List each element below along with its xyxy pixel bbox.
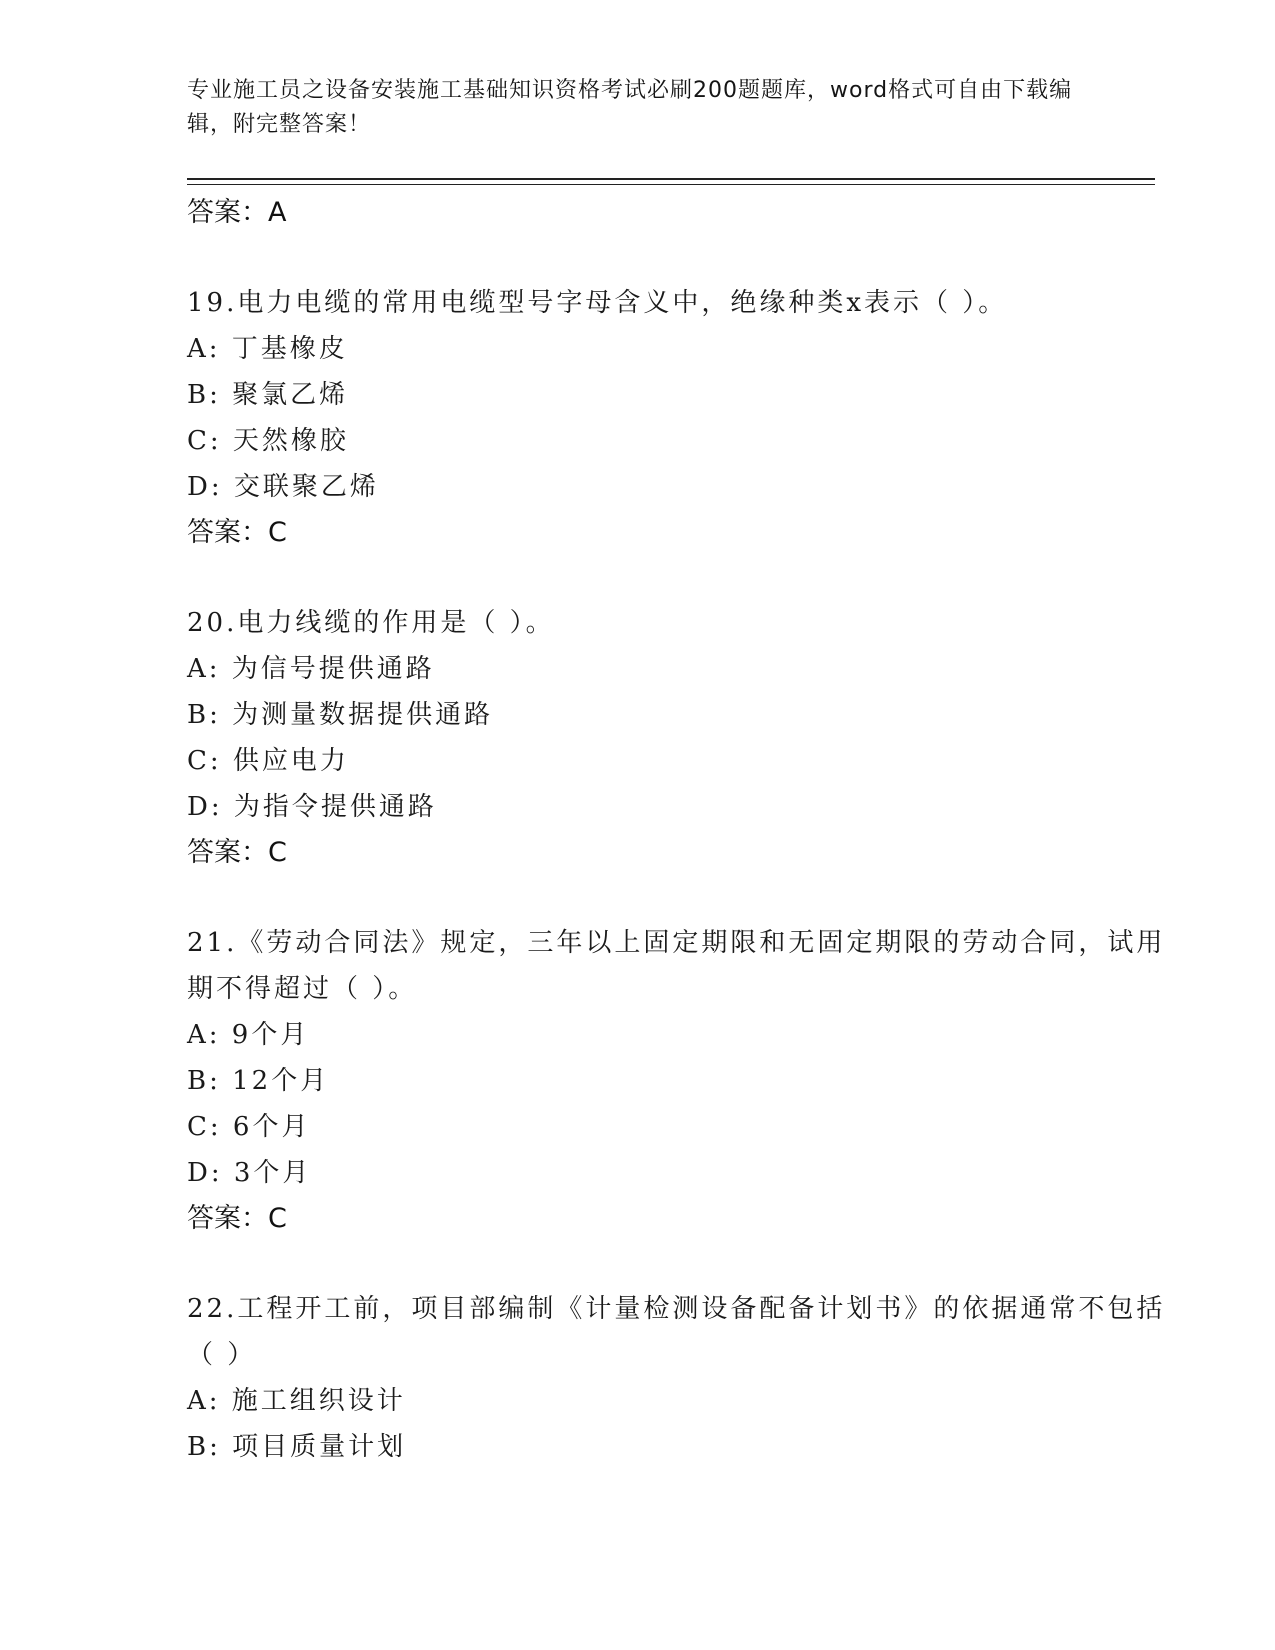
- option-b: B: 项目质量计划: [187, 1432, 407, 1462]
- question-text: 22.工程开工前，项目部编制《计量检测设备配备计划书》的依据通常不包括（ ）: [187, 1294, 1166, 1370]
- question-text: 19.电力电缆的常用电缆型号字母含义中，绝缘种类x表示（ ）。: [187, 288, 1008, 318]
- option-b: B: 12个月: [187, 1066, 330, 1096]
- option-b: B: 聚氯乙烯: [187, 380, 349, 410]
- header-divider: [187, 178, 1155, 180]
- option-d: D: 为指令提供通路: [187, 792, 437, 822]
- option-c: C: 6个月: [187, 1112, 311, 1142]
- option-d: D: 交联聚乙烯: [187, 472, 379, 502]
- option-c: C: 天然橡胶: [187, 426, 349, 456]
- document-header: 专业施工员之设备安装施工基础知识资格考试必刷200题题库，word格式可自由下载编辑，附完整答案！: [187, 78, 1073, 137]
- option-c: C: 供应电力: [187, 746, 349, 776]
- option-a: A: 为信号提供通路: [187, 654, 435, 684]
- option-b: B: 为测量数据提供通路: [187, 700, 494, 730]
- option-a: A: 9个月: [187, 1020, 310, 1050]
- header-divider-thin: [187, 184, 1155, 185]
- option-d: D: 3个月: [187, 1158, 312, 1188]
- question-19: [187, 280, 1187, 556]
- answer-line: 答案：C: [187, 517, 287, 548]
- answer-line: 答案：C: [187, 837, 287, 868]
- question-22: [187, 1286, 1187, 1470]
- question-list: [187, 190, 1187, 1470]
- question-20: [187, 600, 1187, 876]
- question-text: 21.《劳动合同法》规定，三年以上固定期限和无固定期限的劳动合同，试用期不得超过（ ）。: [187, 928, 1166, 1004]
- answer-line: 答案：C: [187, 1203, 287, 1234]
- answer-line: 答案：A: [187, 197, 287, 228]
- question-21: [187, 920, 1187, 1242]
- question-text: 20.电力线缆的作用是（ ）。: [187, 608, 555, 638]
- option-a: A: 施工组织设计: [187, 1386, 406, 1416]
- option-a: A: 丁基橡皮: [187, 334, 348, 364]
